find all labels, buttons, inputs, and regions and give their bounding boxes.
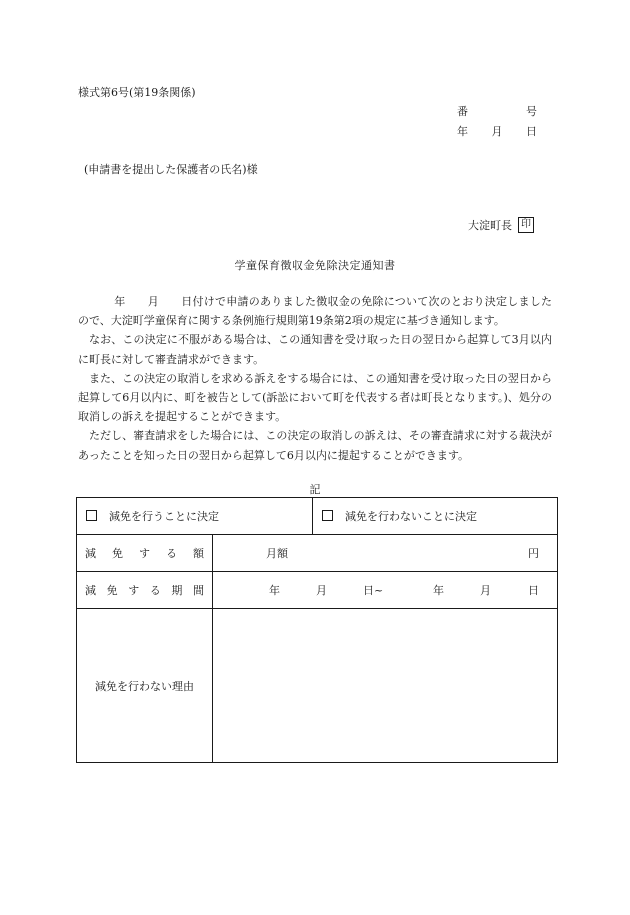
period-label-char: 免 [106, 584, 118, 597]
p1-month: 月 [147, 295, 159, 308]
paragraph-3: また、この決定の取消しを求める訴えをする場合には、この通知書を受け取った日の翌日から起算して6月以内に、町を被告として(訴訟において町を代表する者は町長となります。)、処分の取消しの訴えを提起することができます。 [78, 371, 552, 424]
reason-row [77, 609, 558, 763]
period-start-month: 月 [316, 584, 327, 597]
amount-label-char: 減 [85, 547, 96, 560]
amount-value-field[interactable] [213, 535, 558, 572]
seal-icon: 印 [518, 217, 534, 233]
date-month: 月 [491, 125, 503, 138]
amount-prefix: 月額 [266, 547, 288, 560]
decision-table [76, 497, 558, 763]
period-label-char: る [149, 584, 161, 597]
reason-value-field[interactable] [213, 609, 558, 763]
form-number: 様式第6号(第19条関係) [78, 86, 196, 99]
period-row [77, 572, 558, 609]
period-label-char: 間 [192, 584, 204, 597]
period-start-day: 日~ [363, 584, 384, 597]
amount-label-char: る [166, 547, 177, 560]
issue-date-field [457, 123, 537, 139]
checkbox-icon[interactable] [86, 510, 97, 521]
date-day: 日 [526, 125, 537, 138]
addressee: (申請書を提出した保護者の氏名)様 [84, 163, 258, 176]
period-end-month: 月 [480, 584, 491, 597]
period-label [77, 572, 213, 609]
period-end-day: 日 [528, 584, 539, 597]
decision-options-row [77, 498, 558, 535]
reason-label: 減免を行わない理由 [77, 609, 213, 763]
p1-text: 日付けで申請のありました徴収金の免除について次のとおり決定しましたので、大淀町学童保育に関する条例施行規則第19条第2項の規定に基づき通知します。 [78, 295, 552, 328]
sender-name: 大淀町長 [468, 219, 512, 232]
amount-label-char: す [139, 547, 150, 560]
period-end-year: 年 [433, 584, 444, 597]
document-number-field [457, 103, 537, 119]
paragraph-2: なお、この決定に不服がある場合は、この通知書を受け取った日の翌日から起算して3月以内に町長に対して審査請求ができます。 [78, 333, 552, 366]
period-start-year: 年 [269, 584, 280, 597]
paragraph-1 [78, 292, 552, 330]
paragraph-4: ただし、審査請求をした場合には、この決定の取消しの訴えは、その審査請求に対する裁決があったことを知った日の翌日から起算して6月以内に提起することができます。 [78, 429, 552, 462]
option-exempt-cell[interactable] [77, 498, 313, 535]
option-not-exempt-label: 減免を行わないことに決定 [345, 510, 477, 523]
sender [468, 217, 534, 233]
date-year: 年 [457, 125, 468, 138]
amount-label [77, 535, 213, 572]
p1-year: 年 [114, 295, 126, 308]
amount-unit: 円 [528, 547, 539, 560]
ki-heading: 記 [309, 483, 321, 496]
option-exempt-label: 減免を行うことに決定 [109, 510, 219, 523]
period-label-char: 期 [171, 584, 183, 597]
period-value-field[interactable] [213, 572, 558, 609]
ban-char: 番 [457, 105, 468, 118]
checkbox-icon[interactable] [322, 510, 333, 521]
period-label-char: 減 [85, 584, 96, 597]
option-not-exempt-cell[interactable] [313, 498, 558, 535]
amount-label-char: 額 [193, 547, 204, 560]
body-text [78, 292, 552, 465]
amount-row [77, 535, 558, 572]
amount-label-char: 免 [112, 547, 123, 560]
go-char: 号 [526, 105, 537, 118]
document-title: 学童保育徴収金免除決定通知書 [234, 259, 396, 272]
period-label-char: す [128, 584, 140, 597]
